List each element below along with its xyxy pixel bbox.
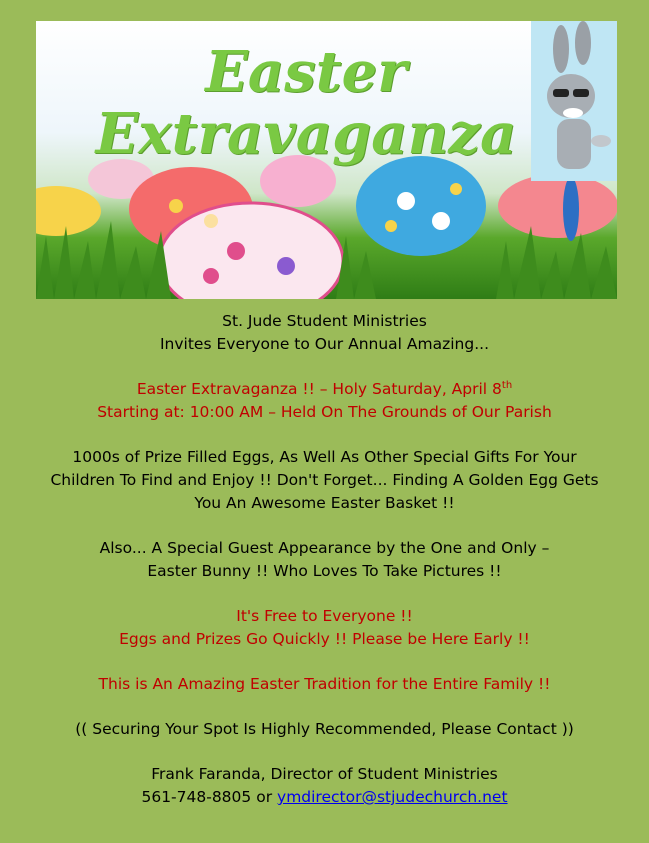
event-line2: Starting at: 10:00 AM – Held On The Grounds of Our Parish xyxy=(97,403,552,421)
contact-phone: 561-748-8805 xyxy=(141,788,252,806)
banner-image xyxy=(36,21,617,299)
free-block xyxy=(0,605,649,651)
intro-line1: St. Jude Student Ministries xyxy=(222,312,427,330)
banner-title-line1: Easter xyxy=(205,39,407,105)
guest-block xyxy=(0,537,649,583)
guest-line2: Easter Bunny !! Who Loves To Take Pictures !! xyxy=(147,562,502,580)
event-block xyxy=(0,378,649,424)
banner-title-line2: Extravaganza xyxy=(95,101,517,167)
email-link[interactable]: ymdirector@stjudechurch.net xyxy=(277,788,508,806)
flyer-text xyxy=(0,310,649,831)
intro-line2: Invites Everyone to Our Annual Amazing... xyxy=(159,335,489,353)
easter-bunny-image xyxy=(531,21,617,181)
contact-name: Frank Faranda, Director of Student Ministries xyxy=(151,765,498,783)
prizes-line2: Children To Find and Enjoy !! Don't Forget... Finding A Golden Egg Gets xyxy=(50,471,599,489)
tradition-line: This is An Amazing Easter Tradition for the Entire Family !! xyxy=(98,675,551,693)
contact-or: or xyxy=(256,788,273,806)
guest-line1: Also... A Special Guest Appearance by the One and Only – xyxy=(99,539,550,557)
bunny-icon xyxy=(531,21,617,181)
prizes-line3: You An Awesome Easter Basket !! xyxy=(194,494,455,512)
prizes-block xyxy=(0,446,649,515)
event-line1: Easter Extravaganza !! – Holy Saturday, April 8 xyxy=(136,380,502,398)
intro-block xyxy=(0,310,649,356)
contact-note: (( Securing Your Spot Is Highly Recommended, Please Contact )) xyxy=(75,720,574,738)
free-line1: It's Free to Everyone !! xyxy=(236,607,413,625)
contact-block xyxy=(0,763,649,809)
free-line2: Eggs and Prizes Go Quickly !! Please be Here Early !! xyxy=(119,630,530,648)
date-suffix: th xyxy=(501,379,513,391)
prizes-line1: 1000s of Prize Filled Eggs, As Well As Other Special Gifts For Your xyxy=(72,448,577,466)
